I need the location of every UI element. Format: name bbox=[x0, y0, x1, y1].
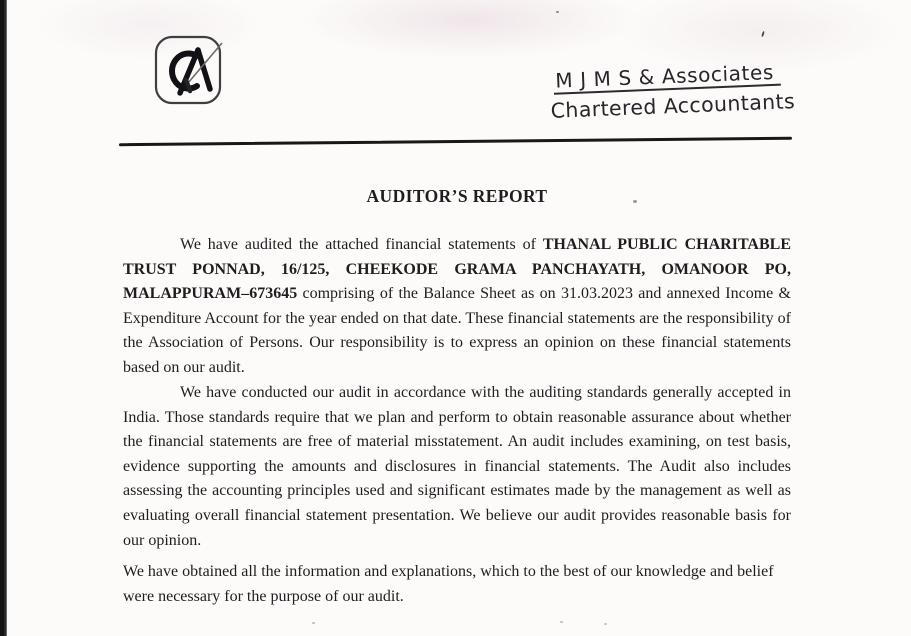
scan-speck bbox=[556, 11, 559, 13]
firm-subtitle: Chartered Accountants bbox=[550, 89, 796, 123]
paragraph-information-obtained: We have obtained all the information and explanations, which to the best of our knowledge and belief were necessary for the purpose of our audit. bbox=[123, 563, 774, 605]
scan-speck bbox=[312, 622, 315, 624]
paragraph-audit-standards: We have conducted our audit in accordance with the auditing standards generally accepted in India. Those standards require that we plan and perform to obtain reasonable assurance about whether the financial statements are free of material misstatement. An audit includes examining, on test basis, evidence supporting the amounts and disclosures in financial statements. The Audit also includes assessing the accounting principles used and significant estimates made by the management as well as evaluating overall financial statement presentation. We believe our audit provides reasonable basis for our opinion. bbox=[123, 384, 791, 549]
scan-speck bbox=[633, 200, 637, 203]
paragraph1-post-text: comprising of the Balance Sheet as on 31.03.2023 and annexed Income & Expenditure Account for the year ended on that date. These financial statements are the responsibility of the Association of Persons. Our responsibility is to express an opinion on these financial statements based on our audit. bbox=[123, 285, 791, 376]
letterhead bbox=[549, 59, 795, 123]
scan-speck bbox=[560, 621, 563, 623]
audited-entity-name: THANAL PUBLIC CHARITABLE TRUST PONNAD, 16/125, CHEEKODE GRAMA PANCHAYATH, OMANOOR PO, MALAPPURAM–673645 bbox=[123, 236, 791, 303]
report-title: AUDITOR’S REPORT bbox=[366, 186, 548, 206]
firm-name: M J M S & Associates bbox=[553, 60, 780, 95]
paragraph-audit-scope bbox=[123, 233, 791, 381]
letterhead-divider-rule bbox=[119, 137, 792, 146]
scan-left-edge-artifact bbox=[0, 0, 7, 636]
scan-speck bbox=[761, 31, 765, 37]
ca-chartered-accountants-logo-icon bbox=[152, 31, 230, 111]
scan-speck bbox=[604, 623, 607, 625]
paragraph1-pre-text: We have audited the attached financial statements of bbox=[180, 236, 543, 253]
